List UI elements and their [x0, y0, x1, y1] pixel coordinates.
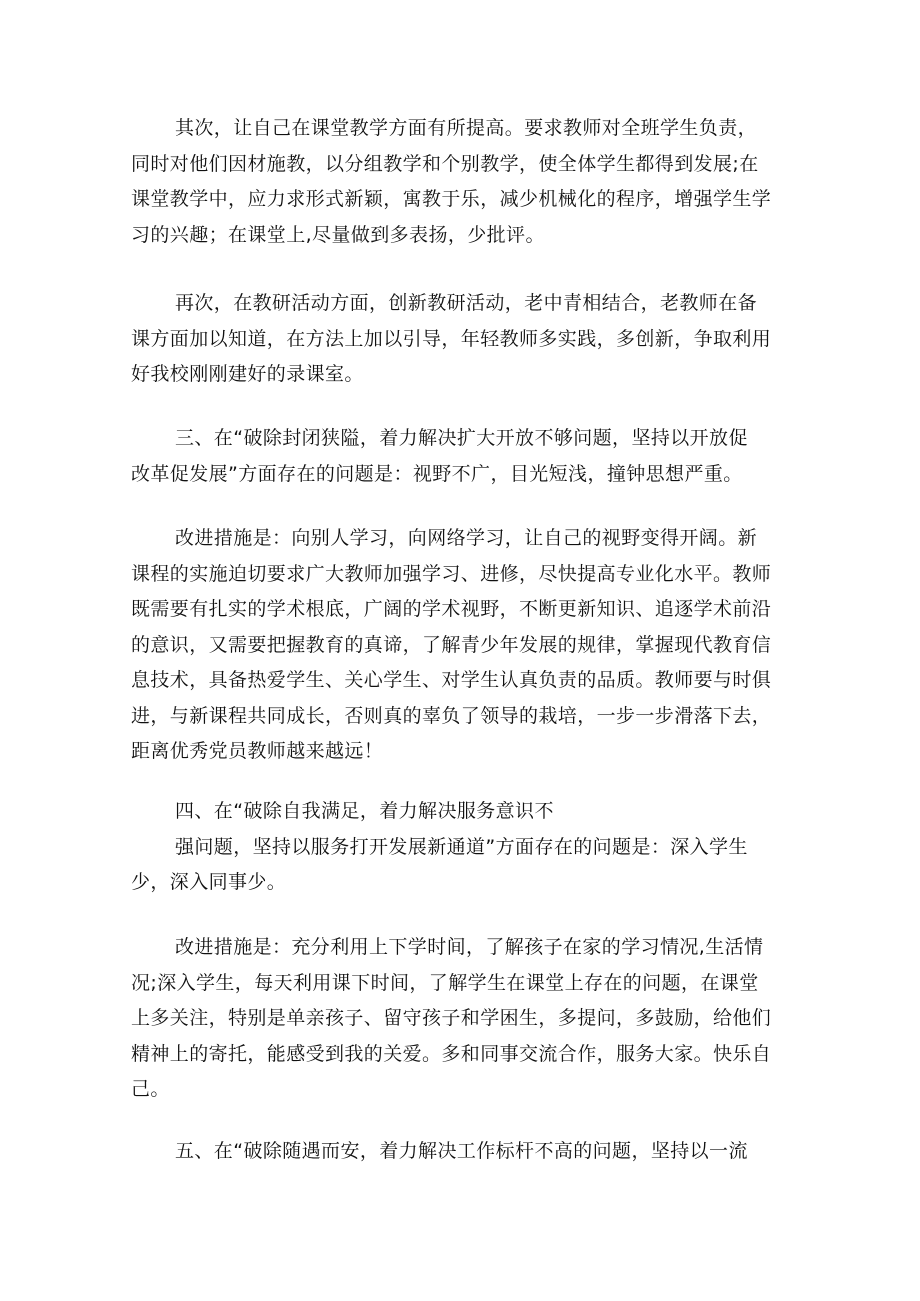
- text-line: 课程的实施迫切要求广大教师加强学习、进修，尽快提高专业化水平。教师: [131, 562, 772, 585]
- text-line: 四、在“破除自我满足，着力解决服务意识不: [175, 800, 554, 822]
- text-line: 距离优秀党员教师越来越远！: [131, 740, 384, 762]
- text-line: 既需要有扎实的学术根底，广阔的学术视野，不断更新知识、追逐学术前沿: [131, 598, 772, 620]
- paragraph-3: [131, 421, 811, 492]
- text-line: 课堂教学中，应力求形式新颖，寓教于乐，减少机械化的程序，增强学生学: [131, 188, 772, 210]
- paragraph-6: [131, 930, 811, 1108]
- text-line: 进，与新课程共同成长，否则真的辜负了领导的栽培，一步一步滑落下去，: [131, 704, 772, 727]
- text-line: 精神上的寄托，能感受到我的关爱。多和同事交流合作，服务大家。快乐自: [131, 1042, 772, 1065]
- text-line: 况;深入学生，每天利用课下时间，了解学生在课堂上存在的问题，在课堂: [131, 971, 759, 994]
- text-line: 改进措施是：充分利用上下学时间，了解孩子在家的学习情况,生活情: [175, 936, 764, 958]
- text-line: 己。: [131, 1078, 170, 1100]
- text-line: 三、在“破除封闭狭隘，着力解决扩大开放不够问题，坚持以开放促: [175, 427, 748, 449]
- text-line: 好我校刚刚建好的录课室。: [131, 363, 364, 385]
- text-line: 五、在“破除随遇而安，着力解决工作标杆不高的问题，坚持以一流: [175, 1140, 748, 1162]
- text-line: 改进措施是：向别人学习，向网络学习，让自己的视野变得开阔。新: [175, 527, 758, 549]
- text-line: 息技术，具备热爱学生、关心学生、对学生认真负责的品质。教师要与时俱: [131, 669, 772, 691]
- text-line: 习的兴趣；在课堂上,尽量做到多表扬，少批评。: [131, 223, 545, 246]
- text-line: 改革促发展”方面存在的问题是：视野不广，目光短浅，撞钟思想严重。: [131, 462, 743, 485]
- paragraph-5: [131, 794, 811, 901]
- text-line: 强问题，坚持以服务打开发展新通道”方面存在的问题是：深入学生: [175, 835, 748, 858]
- text-line: 同时对他们因材施教，以分组教学和个别教学，使全体学生都得到发展;在: [131, 152, 759, 175]
- text-line: 其次，让自己在课堂教学方面有所提高。要求教师对全班学生负责，: [175, 117, 758, 139]
- paragraph-4: [131, 521, 811, 770]
- text-line: 少，深入同事少。: [131, 871, 287, 893]
- paragraph-1: [131, 111, 811, 253]
- paragraph-2: [131, 286, 811, 393]
- text-line: 课方面加以知道，在方法上加以引导，年轻教师多实践，多创新，争取利用: [131, 327, 772, 350]
- paragraph-7: [131, 1134, 811, 1170]
- text-line: 上多关注，特别是单亲孩子、留守孩子和学困生，多提问，多鼓励，给他们: [131, 1007, 772, 1029]
- text-line: 的意识，又需要把握教育的真谛，了解青少年发展的规律，掌握现代教育信: [131, 633, 772, 656]
- text-line: 再次，在教研活动方面，创新教研活动，老中青相结合，老教师在备: [175, 292, 758, 314]
